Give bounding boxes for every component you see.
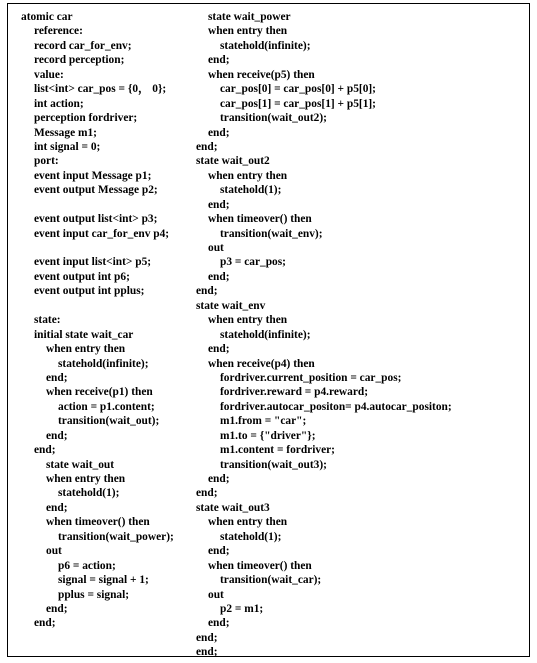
code-line: when entry then <box>208 25 288 38</box>
code-line: car_pos[0] = car_pos[0] + p5[0]; <box>220 83 376 96</box>
code-line: initial state wait_car <box>34 328 134 341</box>
code-line: out <box>46 545 62 558</box>
code-line: when timeover() then <box>208 213 312 226</box>
code-line: transition(wait_out); <box>58 415 160 428</box>
code-line: out <box>208 588 224 601</box>
code-line: when receive(p4) then <box>208 357 315 370</box>
code-line: end; <box>46 371 68 384</box>
code-line: state wait_out <box>46 458 115 471</box>
code-line: fordriver.current_position = car_pos; <box>220 371 402 384</box>
code-line: when timeover() then <box>46 516 150 529</box>
code-line: end; <box>34 444 56 457</box>
code-line: end; <box>208 545 230 558</box>
code-line: transition(wait_car); <box>220 574 322 587</box>
code-line: record perception; <box>34 54 125 67</box>
code-line: fordriver.autocar_positon= p4.autocar_positon; <box>220 400 452 413</box>
code-line: reference: <box>34 25 83 38</box>
code-line: event input list<int> p5; <box>34 256 152 269</box>
code-line: out <box>208 242 224 254</box>
code-line: end; <box>34 617 56 630</box>
code-line: p6 = action; <box>58 559 116 572</box>
code-line: transition(wait_out2); <box>220 112 327 125</box>
code-line: record car_for_env; <box>34 39 132 52</box>
code-line: statehold(infinite); <box>58 357 149 370</box>
code-line: p2 = m1; <box>220 602 264 615</box>
code-line: transition(wait_out3); <box>220 458 327 471</box>
code-line: m1.to = {"driver"}; <box>220 429 316 442</box>
code-line: statehold(infinite); <box>220 328 311 341</box>
code-line: end; <box>196 285 218 298</box>
code-line: end; <box>208 126 230 139</box>
code-line: state wait_env <box>196 299 266 312</box>
code-line: statehold(infinite); <box>220 39 311 52</box>
code-line: when entry then <box>46 343 126 356</box>
code-line: p3 = car_pos; <box>220 256 286 269</box>
code-line <box>21 299 174 313</box>
code-line <box>21 198 174 212</box>
code-line: when entry then <box>46 473 126 485</box>
code-line: list<int> car_pos = {0， 0}; <box>34 83 167 96</box>
code-line: event output int p6; <box>34 270 130 283</box>
code-line: when receive(p5) then <box>208 68 315 81</box>
code-line: end; <box>208 473 230 485</box>
code-line: end; <box>46 429 68 442</box>
code-line: end; <box>208 54 230 67</box>
code-line: m1.from = "car"; <box>220 415 307 428</box>
code-line: when timeover() then <box>208 559 312 572</box>
code-line: transition(wait_power); <box>58 530 174 543</box>
code-line: state wait_out3 <box>196 501 270 514</box>
code-line: event output int pplus; <box>34 285 145 298</box>
code-line: int action; <box>34 97 84 110</box>
code-line: event input Message p1; <box>34 169 152 182</box>
code-line: car_pos[1] = car_pos[1] + p5[1]; <box>220 97 376 110</box>
code-line: when receive(p1) then <box>46 386 153 399</box>
code-line: action = p1.content; <box>58 400 155 413</box>
code-line: end; <box>196 631 218 644</box>
code-line: when entry then <box>208 169 288 182</box>
code-line: int signal = 0; <box>34 140 101 153</box>
code-listing-frame <box>7 3 530 657</box>
code-line: end; <box>208 343 230 356</box>
code-line: statehold(1); <box>58 487 120 500</box>
code-line: end; <box>196 646 218 659</box>
code-line: end; <box>46 602 68 615</box>
code-line: perception fordriver; <box>34 112 138 125</box>
code-line: fordriver.reward = p4.reward; <box>220 386 368 399</box>
code-line: value: <box>34 68 64 81</box>
code-column-left <box>21 10 174 631</box>
code-line: signal = signal + 1; <box>58 574 149 587</box>
code-line: end; <box>196 140 218 153</box>
code-line: end; <box>196 487 218 500</box>
code-line: event output Message p2; <box>34 184 158 197</box>
code-line: statehold(1); <box>220 184 282 197</box>
code-line: event output list<int> p3; <box>34 213 158 226</box>
code-line: state wait_power <box>208 11 291 23</box>
code-line: Message m1; <box>34 126 97 139</box>
code-line: end; <box>208 617 230 630</box>
code-line: statehold(1); <box>220 530 282 543</box>
code-line: state wait_out2 <box>196 155 270 168</box>
code-line: end; <box>208 270 230 283</box>
code-line: port: <box>34 155 59 168</box>
code-line: state: <box>34 314 61 327</box>
code-line <box>21 241 174 255</box>
code-line: m1.content = fordriver; <box>220 444 335 457</box>
code-line: when entry then <box>208 314 288 327</box>
code-line: pplus = signal; <box>58 588 130 601</box>
code-line: end; <box>208 198 230 211</box>
code-line: when entry then <box>208 516 288 529</box>
code-line: atomic car <box>21 11 73 23</box>
code-line: transition(wait_env); <box>220 227 323 240</box>
code-line: end; <box>46 501 68 514</box>
code-line: event input car_for_env p4; <box>34 227 170 240</box>
code-column-right <box>196 10 452 660</box>
